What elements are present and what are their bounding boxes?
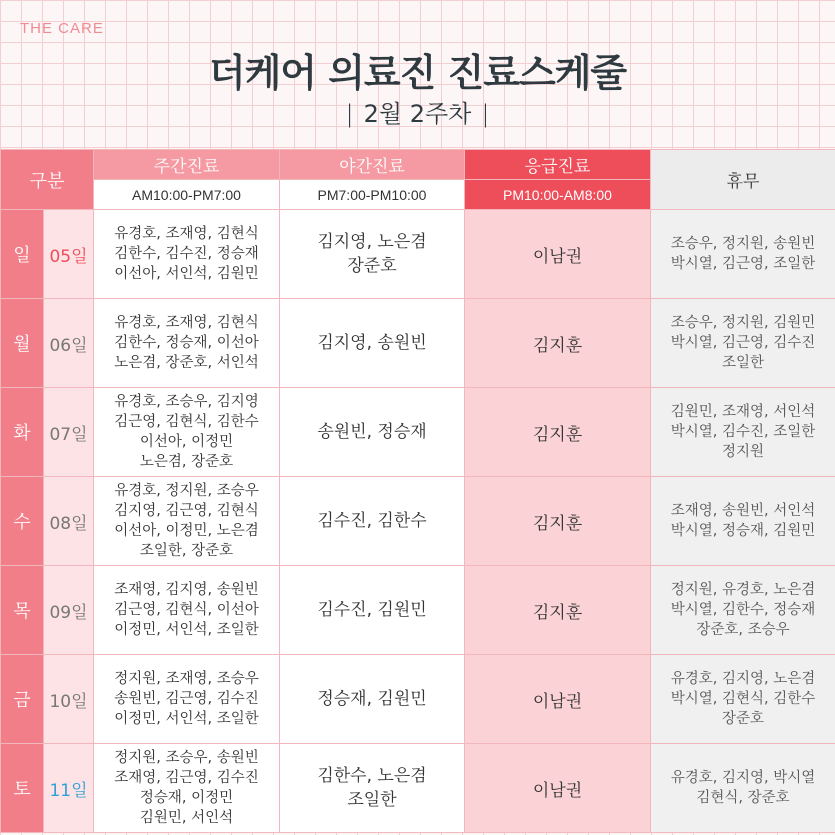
header-off: 휴무 — [651, 150, 835, 210]
weekday-cell: 수 — [1, 477, 44, 566]
date-cell: 11일 — [44, 744, 94, 833]
night-shift-cell — [280, 210, 465, 299]
page-subtitle — [0, 94, 835, 129]
schedule-table — [0, 149, 835, 833]
name-line: 김한수, 김수진, 정승재 — [114, 246, 259, 262]
header-emergency: 응급진료 — [465, 150, 651, 180]
name-line: 장준호, 조승우 — [696, 622, 790, 638]
name-line: 박시열, 김근영, 김수진 — [670, 335, 816, 351]
date-cell: 10일 — [44, 655, 94, 744]
date-cell: 07일 — [44, 388, 94, 477]
name-line: 유경호, 김지영, 박시열 — [670, 770, 816, 786]
weekday-cell: 금 — [1, 655, 44, 744]
off-cell — [651, 210, 835, 299]
header-night-time: PM7:00-PM10:00 — [280, 180, 465, 210]
name-line: 박시열, 김수진, 조일한 — [670, 424, 816, 440]
name-line: 김지영, 노은겸 — [317, 232, 427, 252]
name-line: 조승우, 정지원, 김원민 — [670, 315, 816, 331]
emergency-cell: 이남권 — [465, 655, 651, 744]
header-night-shift: 야간진료 — [280, 150, 465, 180]
name-line: 박시열, 김현식, 김한수 — [670, 691, 816, 707]
weekday-cell: 목 — [1, 566, 44, 655]
name-line: 김수진, 김한수 — [317, 511, 427, 531]
day-shift-cell — [94, 210, 280, 299]
off-cell — [651, 655, 835, 744]
name-line: 정승재, 김원민 — [317, 689, 427, 709]
name-line: 이선아, 이정민, 노은겸 — [114, 523, 259, 539]
table-row — [1, 655, 835, 744]
off-cell — [651, 566, 835, 655]
name-line: 이선아, 이정민 — [139, 434, 234, 450]
name-line: 박시열, 김근영, 조일한 — [670, 256, 816, 272]
day-shift-cell — [94, 477, 280, 566]
weekday-cell: 일 — [1, 210, 44, 299]
name-line: 유경호, 김지영, 노은겸 — [670, 671, 816, 687]
night-shift-cell — [280, 744, 465, 833]
table-row — [1, 299, 835, 388]
header-day-time: AM10:00-PM7:00 — [94, 180, 280, 210]
day-shift-cell — [94, 388, 280, 477]
emergency-cell: 김지훈 — [465, 566, 651, 655]
name-line: 조재영, 송원빈, 서인석 — [670, 503, 816, 519]
day-shift-cell — [94, 744, 280, 833]
header-gubun: 구분 — [1, 150, 94, 210]
weekday-cell: 토 — [1, 744, 44, 833]
date-cell: 06일 — [44, 299, 94, 388]
name-line: 정승재, 이정민 — [139, 790, 234, 806]
header-emergency-time: PM10:00-AM8:00 — [465, 180, 651, 210]
name-line: 이정민, 서인석, 조일한 — [114, 622, 259, 638]
table-row — [1, 744, 835, 833]
name-line: 송원빈, 정승재 — [317, 422, 427, 442]
emergency-cell: 김지훈 — [465, 299, 651, 388]
emergency-cell: 이남권 — [465, 744, 651, 833]
name-line: 노은겸, 장준호, 서인석 — [114, 355, 259, 371]
brand-logo-text: THE CARE — [20, 20, 104, 37]
weekday-cell: 월 — [1, 299, 44, 388]
header-day-shift: 주간진료 — [94, 150, 280, 180]
name-line: 김수진, 김원민 — [317, 600, 427, 620]
emergency-cell: 이남권 — [465, 210, 651, 299]
name-line: 김한수, 노은겸 — [317, 766, 427, 786]
name-line: 박시열, 정승재, 김원민 — [670, 523, 816, 539]
page-title: 더케어 의료진 진료스케줄 — [208, 51, 627, 95]
name-line: 김지영, 김근영, 김현식 — [114, 503, 259, 519]
name-line: 조일한 — [347, 790, 397, 810]
off-cell — [651, 477, 835, 566]
name-line: 김원민, 조재영, 서인석 — [670, 404, 816, 420]
emergency-cell: 김지훈 — [465, 477, 651, 566]
name-line: 장준호 — [721, 711, 765, 727]
name-line: 유경호, 조승우, 김지영 — [114, 394, 259, 410]
schedule-body — [1, 210, 835, 833]
name-line: 유경호, 조재영, 김현식 — [114, 315, 259, 331]
name-line: 박시열, 김한수, 정승재 — [670, 602, 816, 618]
name-line: 정지원 — [721, 444, 765, 460]
name-line: 김근영, 김현식, 김한수 — [114, 414, 259, 430]
name-line: 김원민, 서인석 — [139, 810, 234, 826]
subtitle-bar-left: | — [345, 100, 354, 128]
name-line: 정지원, 유경호, 노은겸 — [670, 582, 816, 598]
name-line: 조일한, 장준호 — [139, 543, 234, 559]
date-cell: 05일 — [44, 210, 94, 299]
day-shift-cell — [94, 299, 280, 388]
subtitle-bar-right: | — [481, 100, 490, 128]
emergency-cell: 김지훈 — [465, 388, 651, 477]
night-shift-cell — [280, 566, 465, 655]
night-shift-cell — [280, 388, 465, 477]
name-line: 김지영, 송원빈 — [317, 333, 427, 353]
date-cell: 08일 — [44, 477, 94, 566]
weekday-cell: 화 — [1, 388, 44, 477]
name-line: 장준호 — [347, 256, 397, 276]
date-cell: 09일 — [44, 566, 94, 655]
name-line: 노은겸, 장준호 — [139, 454, 234, 470]
name-line: 조재영, 김근영, 김수진 — [114, 770, 259, 786]
name-line: 김현식, 장준호 — [696, 790, 790, 806]
off-cell — [651, 744, 835, 833]
name-line: 유경호, 조재영, 김현식 — [114, 226, 259, 242]
off-cell — [651, 299, 835, 388]
name-line: 조재영, 김지영, 송원빈 — [114, 582, 259, 598]
day-shift-cell — [94, 655, 280, 744]
table-row — [1, 388, 835, 477]
name-line: 조일한 — [721, 355, 765, 371]
name-line: 유경호, 정지원, 조승우 — [114, 483, 259, 499]
name-line: 김근영, 김현식, 이선아 — [114, 602, 259, 618]
night-shift-cell — [280, 477, 465, 566]
name-line: 송원빈, 김근영, 김수진 — [114, 691, 259, 707]
name-line: 조승우, 정지원, 송원빈 — [670, 236, 816, 252]
table-row — [1, 566, 835, 655]
table-row — [1, 477, 835, 566]
name-line: 이선아, 서인석, 김원민 — [114, 266, 259, 282]
name-line: 김한수, 정승재, 이선아 — [114, 335, 259, 351]
week-label: 2월 2주차 — [363, 100, 472, 128]
off-cell — [651, 388, 835, 477]
name-line: 정지원, 조재영, 조승우 — [114, 671, 259, 687]
day-shift-cell — [94, 566, 280, 655]
night-shift-cell — [280, 299, 465, 388]
table-row — [1, 210, 835, 299]
night-shift-cell — [280, 655, 465, 744]
name-line: 정지원, 조승우, 송원빈 — [114, 750, 259, 766]
name-line: 이정민, 서인석, 조일한 — [114, 711, 259, 727]
